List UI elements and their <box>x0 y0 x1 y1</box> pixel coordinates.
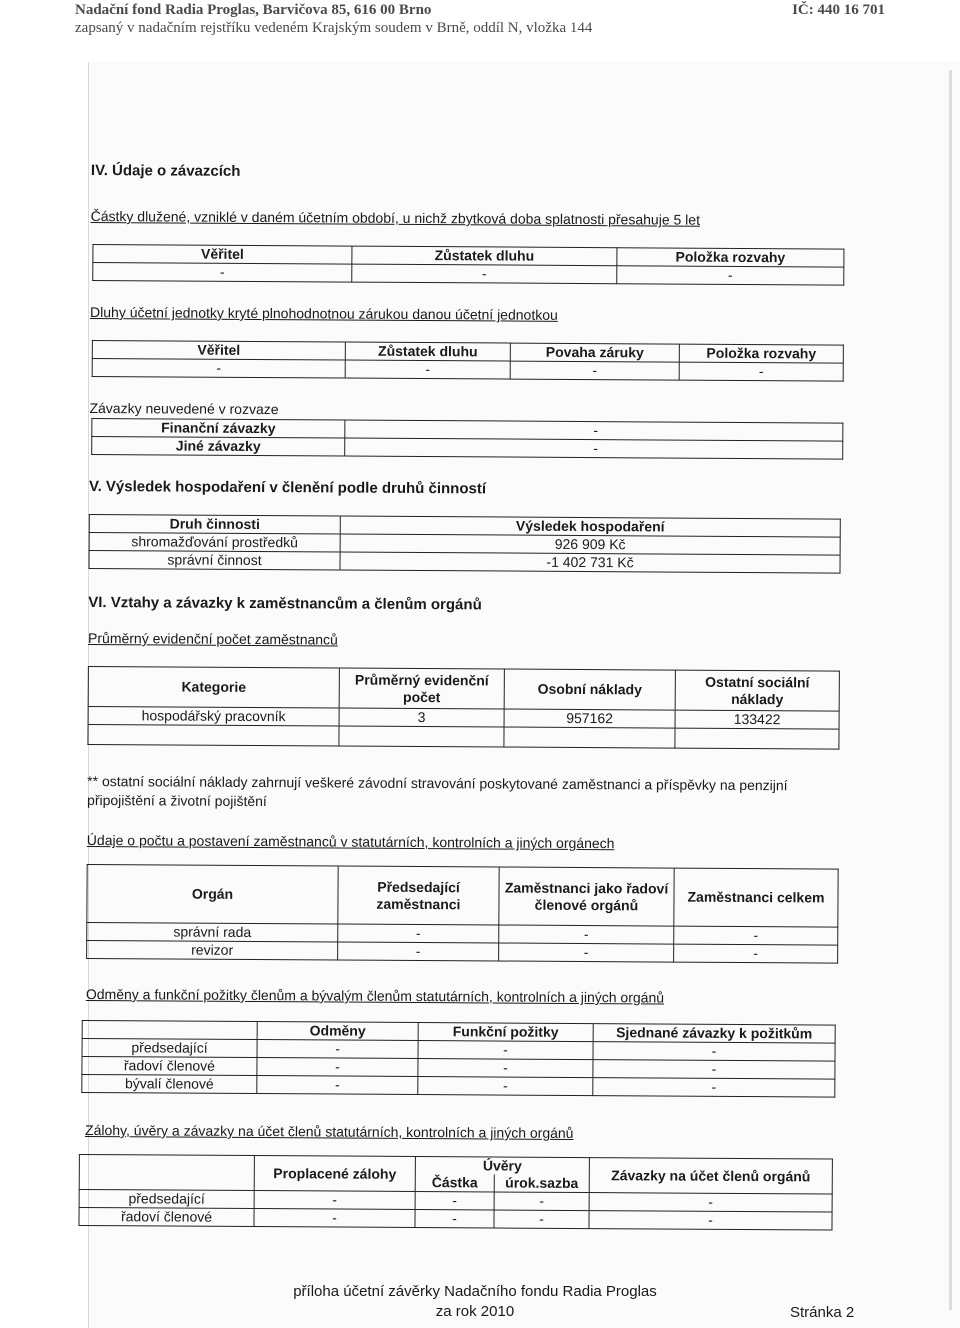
col-balance-item: Položka rozvahy <box>679 344 843 363</box>
board-employees-caption: Údaje o počtu a postavení zaměstnanců v statutárních, kontrolních a jiných orgánech <box>86 831 615 852</box>
off-balance-caption: Závazky neuvedené v rozvaze <box>89 399 279 418</box>
cell: - <box>345 360 510 379</box>
cell: - <box>617 266 844 285</box>
section-iv-title: IV. Údaje o závazcích <box>90 161 241 180</box>
cell <box>675 728 839 749</box>
guaranteed-debts-caption: Dluhy účetní jednotky kryté plnohodnotnou zárukou danou účetní jednotkou <box>90 303 558 323</box>
col-avg-count: Průměrný evidenční počet <box>339 668 504 709</box>
section-vi-title: VI. Vztahy a závazky k zaměstnancům a členům orgánů <box>88 593 482 614</box>
row-label: shromažďování prostředků <box>89 532 340 552</box>
row-label: řadoví členové <box>82 1056 257 1075</box>
col-activity-type: Druh činnosti <box>89 514 340 534</box>
employees-table <box>87 666 839 750</box>
col-advances: Proplacené zálohy <box>254 1156 415 1192</box>
cell: - <box>415 1209 494 1227</box>
cell: - <box>679 362 843 381</box>
row-label: předsedající <box>79 1189 254 1208</box>
col-ordinary-members: Zaměstnanci jako řadoví členové orgánů <box>499 867 674 926</box>
section-v-title: V. Výsledek hospodaření v členění podle druhů činností <box>88 477 487 498</box>
cell: 957162 <box>504 709 675 728</box>
col-creditor: Věřitel <box>92 341 345 361</box>
cell: - <box>254 1191 415 1210</box>
board-employees-table <box>86 864 839 964</box>
col-creditor: Věřitel <box>93 245 352 265</box>
remuneration-caption: Odměny a funkční požitky členům a bývalým členům statutárních, kontrolních a jiných orgánů <box>85 985 665 1006</box>
row-label: Finanční závazky <box>92 419 345 439</box>
row-label: správní činnost <box>89 550 340 570</box>
social-costs-note: ** ostatní sociální náklady zahrnují veškeré závodní stravování poskytované zaměstnanci a příspěvky na penzijní připojištění a životní pojištění <box>87 772 788 810</box>
col-loans: Úvěry <box>415 1157 589 1176</box>
results-table <box>88 514 840 574</box>
cell: - <box>674 926 838 945</box>
cell: 926 909 Kč <box>340 534 840 555</box>
row-label: správní rada <box>87 922 338 942</box>
cell: - <box>589 1211 832 1230</box>
cell: - <box>418 1077 593 1096</box>
col-interest-rate: úrok.sazba <box>494 1174 589 1192</box>
col-role <box>79 1154 254 1190</box>
registry-info: zapsaný v nadačním rejstříku vedeném Krajským soudem v Brně, oddíl N, vložka 144 <box>75 20 593 36</box>
row-label: bývalí členové <box>82 1074 257 1093</box>
advances-table <box>78 1154 832 1231</box>
cell: - <box>418 1041 593 1060</box>
cell: - <box>257 1058 418 1077</box>
company-id: IČ: 440 16 701 <box>792 2 885 18</box>
cell: - <box>593 1060 835 1079</box>
cell: - <box>674 944 838 963</box>
cell <box>504 727 675 748</box>
col-category: Kategorie <box>88 666 339 708</box>
col-personnel-costs: Osobní náklady <box>504 669 675 710</box>
col-agreed-obligations: Sjednané závazky k požitkům <box>593 1024 835 1043</box>
cell: - <box>93 263 352 283</box>
footer-year: za rok 2010 <box>435 1303 515 1320</box>
col-remuneration: Odměny <box>257 1022 418 1041</box>
cell: - <box>345 438 843 459</box>
col-guarantee-type: Povaha záruky <box>510 343 679 362</box>
col-other-social-costs: Ostatní sociální náklady <box>675 670 839 711</box>
off-balance-table <box>91 418 843 460</box>
cell: - <box>345 420 843 441</box>
cell: - <box>338 924 499 943</box>
row-label: předsedající <box>82 1038 257 1057</box>
cell: 3 <box>339 708 504 727</box>
cell: - <box>593 1078 835 1097</box>
paper-edge <box>949 70 952 1310</box>
cell: - <box>593 1042 835 1061</box>
col-body: Orgán <box>87 864 338 924</box>
cell: - <box>92 359 345 379</box>
organization-name: Nadační fond Radia Proglas, Barvičova 85, 616 00 Brno <box>75 2 432 18</box>
cell: - <box>499 925 674 944</box>
col-obligations: Závazky na účet členů orgánů <box>589 1158 832 1194</box>
col-loan-amount: Částka <box>415 1174 494 1192</box>
page-header <box>75 2 885 37</box>
footer-title: příloha účetní závěrky Nadačního fondu Radia Proglas <box>293 1283 657 1300</box>
long-term-debts-caption: Částky dlužené, vzniklé v daném účetním období, u nichž zbytková doba splatnosti přesahuje 5 let <box>90 207 701 228</box>
col-balance-item: Položka rozvahy <box>617 248 844 267</box>
col-result: Výsledek hospodaření <box>340 516 840 537</box>
page-footer <box>275 1282 675 1322</box>
cell: - <box>418 1059 593 1078</box>
cell: - <box>415 1191 494 1209</box>
col-benefits: Funkční požitky <box>418 1023 593 1042</box>
cell: -1 402 731 Kč <box>340 552 840 573</box>
avg-employees-caption: Průměrný evidenční počet zaměstnanců <box>88 629 338 648</box>
cell: - <box>257 1076 418 1095</box>
advances-caption: Zálohy, úvěry a závazky na účet členů statutárních, kontrolních a jiných orgánů <box>85 1121 574 1141</box>
cell: - <box>254 1209 415 1228</box>
long-term-debts-table <box>92 244 844 286</box>
col-debt-balance: Zůstatek dluhu <box>352 246 617 266</box>
col-role <box>82 1020 257 1039</box>
cell: - <box>494 1210 589 1229</box>
guaranteed-debts-table <box>92 340 844 382</box>
row-label: Jiné závazky <box>92 437 345 457</box>
cell: - <box>589 1193 832 1212</box>
row-label: řadoví členové <box>79 1207 254 1226</box>
col-presiding: Předsedající zaměstnanci <box>338 866 499 925</box>
col-total: Zaměstnanci celkem <box>674 868 838 927</box>
cell <box>88 724 339 746</box>
cell: - <box>494 1192 589 1211</box>
cell: 133422 <box>675 710 839 729</box>
page-number: Stránka 2 <box>790 1304 855 1321</box>
cell: - <box>510 361 679 380</box>
cell: - <box>257 1040 418 1059</box>
cell: - <box>352 264 617 284</box>
cell: - <box>338 942 499 961</box>
row-label: hospodářský pracovník <box>88 706 339 726</box>
remuneration-table <box>81 1020 835 1098</box>
cell: - <box>499 943 674 962</box>
row-label: revizor <box>87 940 338 960</box>
col-debt-balance: Zůstatek dluhu <box>345 342 510 361</box>
cell <box>339 726 504 747</box>
